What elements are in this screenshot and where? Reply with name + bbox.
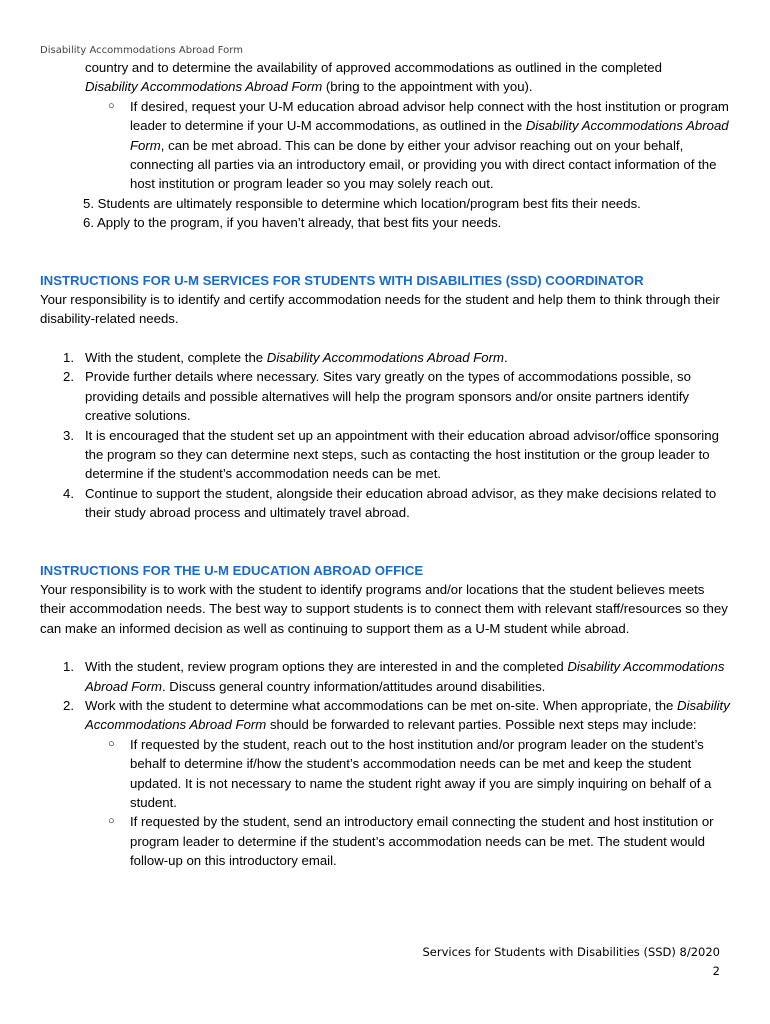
ea-section-heading: INSTRUCTIONS FOR THE U-M EDUCATION ABROAD OFFICE <box>40 562 424 578</box>
list-number: 6. <box>83 215 94 231</box>
running-header: Disability Accommodations Abroad Form <box>40 45 243 56</box>
ssd-intro: Your responsibility is to identify and certify accommodation needs for the student and help them to think through their disability-related needs. <box>40 292 720 327</box>
list-number: 3. <box>63 427 74 443</box>
list-text: Students are ultimately responsible to determine which location/program best fits their needs. <box>97 195 641 211</box>
bullet-text: If desired, request your U-M education abroad advisor help connect with the host institution or program leader to determine if your U-M accommodations, as outlined in the <box>130 98 729 134</box>
ssd-section-heading: INSTRUCTIONS FOR U-M SERVICES FOR STUDENTS WITH DISABILITIES (SSD) COORDINATOR <box>40 272 644 288</box>
list-number: 4. <box>63 485 74 501</box>
ea-steps-list <box>40 657 730 735</box>
student-steps-list <box>40 194 730 233</box>
list-number: 2. <box>63 369 74 385</box>
list-text: It is encouraged that the student set up an appointment with their education abroad advisor/office sponsoring the program so they can determine next steps, such as contacting the host institution or the group leader to determine if the student’s accommodation needs can be met. <box>85 427 719 482</box>
form-name: Disability Accommodations Abroad Form <box>266 349 505 365</box>
list-number: 1. <box>63 349 74 365</box>
list-item <box>63 657 730 696</box>
hollow-bullet-icon: ○ <box>108 737 115 750</box>
ea-bullets <box>40 735 730 871</box>
continuation-paragraph <box>85 58 730 97</box>
page-number: 2 <box>712 964 720 978</box>
form-name: Disability Accommodations Abroad Form <box>130 118 729 153</box>
page-footer <box>422 943 720 981</box>
list-text: Apply to the program, if you haven’t already, that best fits your needs. <box>96 215 502 231</box>
hollow-bullet-icon: ○ <box>108 815 115 828</box>
form-name: Disability Accommodations Abroad Form <box>85 79 323 95</box>
list-number: 5. <box>83 195 94 211</box>
list-text: . <box>504 349 508 365</box>
list-item <box>63 696 730 735</box>
list-text: should be forwarded to relevant parties. Possible next steps may include: <box>266 717 697 733</box>
page-body <box>40 58 730 871</box>
footer-office: Services for Students with Disabilities (SSD) 8/2020 <box>422 945 720 959</box>
continuation-line: country and to determine the availability of approved accommodations as outlined in the completed <box>85 60 662 75</box>
bullet-text: , can be met abroad. This can be done by either your advisor reaching out on your behalf, connecting all parties via an introductory email, or providing you with direct contact information of the host institution or program leader so you may solely reach out. <box>130 137 717 192</box>
form-name: Disability Accommodations Abroad Form <box>85 697 730 733</box>
bullet-item <box>108 735 730 813</box>
list-text: Continue to support the student, alongside their education abroad advisor, as they make decisions related to their study abroad process and ultimately travel abroad. <box>85 485 717 521</box>
bullet-text: If requested by the student, reach out to the host institution and/or program leader on the student’s behalf to determine if/how the student’s accommodation needs can be met and keep the student updated. It is not necessary to name the student right away if you are simply inquiring on behalf of a student. <box>130 736 712 810</box>
ea-intro: Your responsibility is to work with the student to identify programs and/or locations that the student believes meets their accommodation needs. The best way to support students is to connect them with relevant staff/resources so they can make an informed decision as well as continuing to support them as a U-M student while abroad. <box>40 581 728 636</box>
list-item <box>63 348 730 367</box>
list-item <box>83 213 730 232</box>
list-text: Provide further details where necessary. Sites vary greatly on the types of accommodations possible, so providing details and possible alternatives will help the program sponsors and/or onsite partners identify creative solutions. <box>85 369 691 424</box>
list-number: 2. <box>63 697 74 713</box>
list-text: Work with the student to determine what accommodations can be met on-site. When appropriate, the <box>85 697 678 713</box>
list-number: 1. <box>63 659 74 675</box>
continuation-line: (bring to the appointment with you). <box>322 79 533 95</box>
list-text: . Discuss general country information/attitudes around disabilities. <box>161 678 546 694</box>
list-item <box>83 194 730 213</box>
list-item <box>63 426 730 484</box>
list-item <box>63 484 730 523</box>
continuation-bullets <box>40 97 730 194</box>
bullet-item <box>108 812 730 870</box>
bullet-text: If requested by the student, send an introductory email connecting the student and host institution or program leader to determine if the student’s accommodation needs can be met. The student would follow-up on this introductory email. <box>130 814 714 869</box>
bullet-item <box>108 97 730 194</box>
ssd-steps-list <box>40 348 730 523</box>
list-text: With the student, review program options they are interested in and the completed <box>85 659 568 675</box>
list-text: With the student, complete the <box>85 349 267 365</box>
list-item <box>63 367 730 425</box>
form-name: Disability Accommodations Abroad Form <box>85 659 725 694</box>
hollow-bullet-icon: ○ <box>108 99 115 112</box>
